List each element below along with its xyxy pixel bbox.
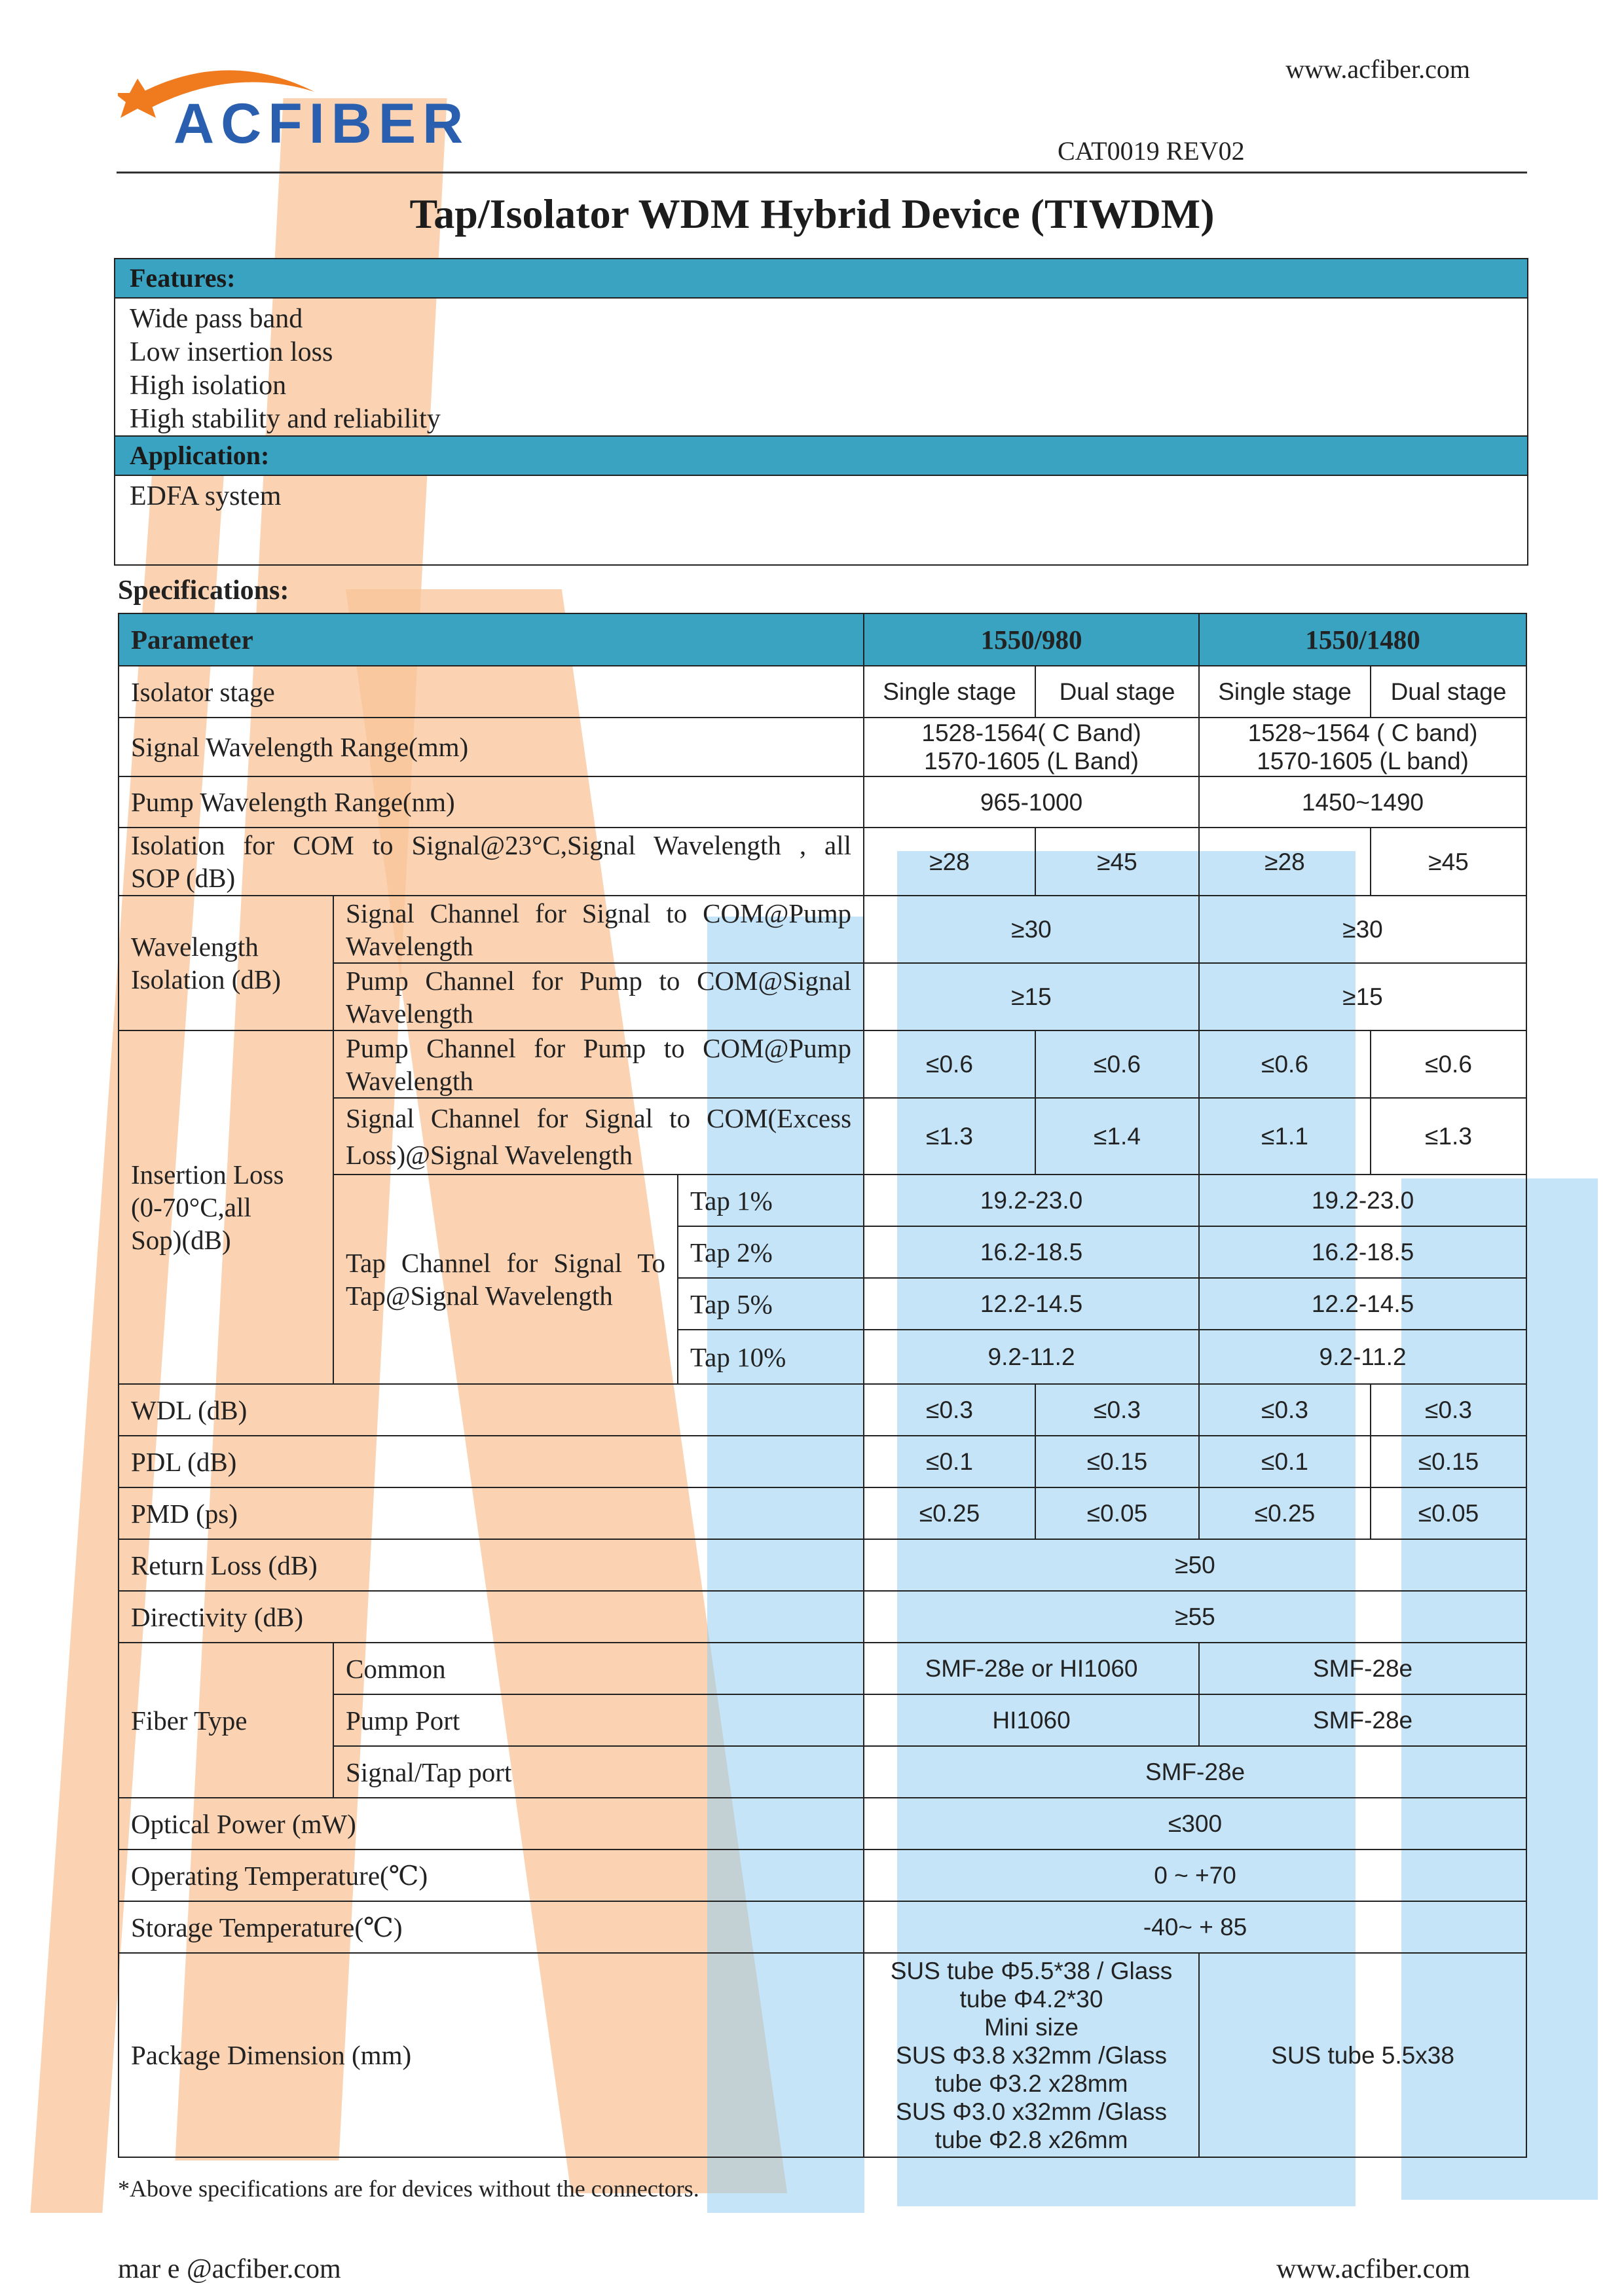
operating-temp-value: 0 ~ +70 (864, 1850, 1526, 1901)
il-pump-channel-value: ≤0.6 (1199, 1030, 1371, 1098)
application-heading: Application: (115, 435, 1527, 476)
directivity-label: Directivity (dB) (119, 1591, 864, 1643)
operating-temp-label: Operating Temperature(℃) (119, 1850, 864, 1901)
tap-value-980: 19.2-23.0 (864, 1175, 1199, 1226)
return-loss-label: Return Loss (dB) (119, 1539, 864, 1591)
il-signal-channel-label-line: Loss)@Signal Wavelength (346, 1139, 633, 1170)
table-row (119, 1030, 1526, 1098)
application-list (115, 476, 1527, 513)
storage-temp-value: -40~ + 85 (864, 1901, 1526, 1953)
il-tap-channel-label (333, 1175, 678, 1384)
package-980-line: tube Φ2.8 x26mm (934, 2126, 1128, 2153)
wavelength-isolation-label (119, 896, 333, 1030)
specifications-heading: Specifications: (118, 575, 289, 606)
wi-signal-channel-label-line: Wavelength (346, 930, 473, 961)
il-signal-channel-label (333, 1098, 864, 1175)
table-row (119, 1436, 1526, 1487)
signal-wavelength-1480-line: 1570-1605 (L band) (1257, 748, 1469, 774)
package-980-line: Mini size (984, 2013, 1079, 2041)
pmd-value: ≤0.25 (864, 1487, 1035, 1539)
table-row (119, 1384, 1526, 1436)
table-row (119, 1591, 1526, 1643)
header-1550-980: 1550/980 (864, 613, 1199, 666)
insertion-loss-label (119, 1030, 333, 1384)
isolation-label-line: Isolation for COM to Signal@23°C,Signal Wavelength , all (131, 830, 852, 860)
wavelength-isolation-label-line: Wavelength (131, 932, 259, 962)
pmd-value: ≤0.05 (1371, 1487, 1526, 1539)
pdl-value: ≤0.15 (1371, 1436, 1526, 1487)
il-signal-channel-value: ≤1.3 (1371, 1098, 1526, 1175)
package-980-line: SUS Φ3.8 x32mm /Glass (896, 2041, 1168, 2069)
fiber-common-980: SMF-28e or HI1060 (864, 1643, 1199, 1694)
pdl-value: ≤0.15 (1035, 1436, 1199, 1487)
table-row (119, 828, 1526, 896)
features-list (115, 299, 1527, 435)
tap-value-1480: 9.2-11.2 (1199, 1330, 1526, 1384)
isolator-stage-value: Single stage (864, 666, 1035, 718)
tap-label: Tap 2% (678, 1226, 864, 1278)
il-tap-channel-label-line: Tap@Signal Wavelength (346, 1281, 613, 1311)
il-pump-channel-value: ≤0.6 (1371, 1030, 1526, 1098)
footnote: *Above specifications are for devices without the connectors. (118, 2176, 699, 2202)
il-pump-channel-value: ≤0.6 (864, 1030, 1035, 1098)
isolation-value: ≥45 (1371, 828, 1526, 896)
feature-item: High isolation (130, 371, 287, 401)
table-row (119, 1850, 1526, 1901)
wi-signal-channel-980: ≥30 (864, 896, 1199, 963)
pump-wavelength-980: 965-1000 (864, 776, 1199, 828)
package-label: Package Dimension (mm) (119, 1953, 864, 2157)
logo-wordmark: ACFIBER (174, 92, 470, 155)
il-signal-channel-label-line: Signal Channel for Signal to COM(Excess (346, 1102, 852, 1133)
pmd-value: ≤0.05 (1035, 1487, 1199, 1539)
storage-temp-label: Storage Temperature(℃) (119, 1901, 864, 1953)
isolator-stage-label: Isolator stage (119, 666, 864, 718)
il-tap-channel-label-line: Tap Channel for Signal To (346, 1248, 665, 1278)
table-row (119, 666, 1526, 718)
wi-pump-channel-label-line: Wavelength (346, 998, 473, 1029)
tap-value-980: 12.2-14.5 (864, 1278, 1199, 1330)
il-pump-channel-value: ≤0.6 (1035, 1030, 1199, 1098)
fiber-common-label: Common (333, 1643, 864, 1694)
fiber-signal-tap-label: Signal/Tap port (333, 1746, 864, 1798)
table-header-row (119, 613, 1526, 666)
tap-value-1480: 12.2-14.5 (1199, 1278, 1526, 1330)
package-980-line: tube Φ4.2*30 (959, 1985, 1103, 2013)
fiber-signal-tap-value: SMF-28e (864, 1746, 1526, 1798)
signal-wavelength-1480 (1199, 718, 1526, 776)
isolation-label-line: SOP (dB) (131, 863, 236, 893)
insertion-loss-label-line: (0-70°C,all (131, 1192, 251, 1222)
isolator-stage-value: Dual stage (1035, 666, 1199, 718)
table-row (119, 1798, 1526, 1850)
signal-wavelength-1480-line: 1528~1564 ( C band) (1247, 720, 1478, 746)
table-row (119, 896, 1526, 963)
isolator-stage-value: Dual stage (1371, 666, 1526, 718)
return-loss-value: ≥50 (864, 1539, 1526, 1591)
table-row (119, 1953, 1526, 2157)
directivity-value: ≥55 (864, 1591, 1526, 1643)
wi-pump-channel-980: ≥15 (864, 963, 1199, 1030)
header-website: www.acfiber.com (1285, 54, 1470, 84)
signal-wavelength-980-line: 1570-1605 (L Band) (924, 748, 1139, 774)
wdl-value: ≤0.3 (1199, 1384, 1371, 1436)
isolation-value: ≥28 (1199, 828, 1371, 896)
header-parameter: Parameter (119, 613, 864, 666)
pdl-value: ≤0.1 (1199, 1436, 1371, 1487)
wdl-value: ≤0.3 (1035, 1384, 1199, 1436)
optical-power-label: Optical Power (mW) (119, 1798, 864, 1850)
header-1550-1480: 1550/1480 (1199, 613, 1526, 666)
feature-item: Low insertion loss (130, 337, 333, 367)
isolation-value: ≥28 (864, 828, 1035, 896)
wi-pump-channel-label-line: Pump Channel for Pump to COM@Signal (346, 965, 852, 996)
wi-pump-channel-label (333, 963, 864, 1030)
il-pump-channel-label-line: Wavelength (346, 1065, 473, 1096)
wi-signal-channel-1480: ≥30 (1199, 896, 1526, 963)
wi-signal-channel-label-line: Signal Channel for Signal to COM@Pump (346, 898, 852, 928)
tap-label: Tap 10% (678, 1330, 864, 1384)
wavelength-isolation-label-line: Isolation (dB) (131, 964, 281, 994)
isolation-label (119, 828, 864, 896)
fiber-type-label: Fiber Type (119, 1643, 333, 1798)
package-980-line: tube Φ3.2 x28mm (934, 2069, 1128, 2097)
document-title: Tap/Isolator WDM Hybrid Device (TIWDM) (409, 191, 1215, 237)
signal-wavelength-label: Signal Wavelength Range(mm) (119, 718, 864, 776)
wi-pump-channel-1480: ≥15 (1199, 963, 1526, 1030)
fiber-pump-port-1480: SMF-28e (1199, 1694, 1526, 1746)
feature-item: High stability and reliability (130, 404, 441, 434)
table-row (119, 1539, 1526, 1591)
fiber-common-1480: SMF-28e (1199, 1643, 1526, 1694)
features-heading: Features: (115, 259, 1527, 299)
isolator-stage-value: Single stage (1199, 666, 1371, 718)
pmd-value: ≤0.25 (1199, 1487, 1371, 1539)
fiber-pump-port-label: Pump Port (333, 1694, 864, 1746)
il-signal-channel-value: ≤1.4 (1035, 1098, 1199, 1175)
package-980-line: SUS Φ3.0 x32mm /Glass (896, 2098, 1168, 2125)
package-1480: SUS tube 5.5x38 (1199, 1953, 1526, 2157)
table-row (119, 776, 1526, 828)
wdl-value: ≤0.3 (864, 1384, 1035, 1436)
wdl-label: WDL (dB) (119, 1384, 864, 1436)
pdl-value: ≤0.1 (864, 1436, 1035, 1487)
tap-value-980: 9.2-11.2 (864, 1330, 1199, 1384)
isolation-value: ≥45 (1035, 828, 1199, 896)
tap-value-1480: 16.2-18.5 (1199, 1226, 1526, 1278)
package-980 (864, 1953, 1199, 2157)
wdl-value: ≤0.3 (1371, 1384, 1526, 1436)
il-signal-channel-value: ≤1.3 (864, 1098, 1035, 1175)
feature-item: Wide pass band (130, 304, 303, 334)
package-980-line: SUS tube Φ5.5*38 / Glass (890, 1957, 1173, 1984)
features-box (114, 258, 1528, 566)
pdl-label: PDL (dB) (119, 1436, 864, 1487)
tap-value-1480: 19.2-23.0 (1199, 1175, 1526, 1226)
pmd-label: PMD (ps) (119, 1487, 864, 1539)
insertion-loss-label-line: Insertion Loss (131, 1159, 284, 1190)
table-row (119, 718, 1526, 776)
signal-wavelength-980 (864, 718, 1199, 776)
footer-email[interactable]: mar e @acfiber.com (118, 2254, 341, 2284)
application-item: EDFA system (130, 481, 282, 511)
table-row (119, 1643, 1526, 1694)
footer-website[interactable]: www.acfiber.com (1276, 2254, 1470, 2284)
pump-wavelength-1480: 1450~1490 (1199, 776, 1526, 828)
specifications-table (118, 613, 1527, 2158)
signal-wavelength-980-line: 1528-1564( C Band) (921, 720, 1141, 746)
optical-power-value: ≤300 (864, 1798, 1526, 1850)
table-row (119, 1487, 1526, 1539)
insertion-loss-label-line: Sop)(dB) (131, 1225, 231, 1255)
tap-value-980: 16.2-18.5 (864, 1226, 1199, 1278)
il-signal-channel-value: ≤1.1 (1199, 1098, 1371, 1175)
fiber-pump-port-980: HI1060 (864, 1694, 1199, 1746)
il-pump-channel-label-line: Pump Channel for Pump to COM@Pump (346, 1032, 852, 1063)
acfiber-logo (118, 52, 471, 164)
table-row (119, 1901, 1526, 1953)
tap-label: Tap 1% (678, 1175, 864, 1226)
catalog-code: CAT0019 REV02 (1058, 136, 1245, 166)
il-pump-channel-label (333, 1030, 864, 1098)
wi-signal-channel-label (333, 896, 864, 963)
pump-wavelength-label: Pump Wavelength Range(nm) (119, 776, 864, 828)
tap-label: Tap 5% (678, 1278, 864, 1330)
header-divider (117, 172, 1527, 173)
